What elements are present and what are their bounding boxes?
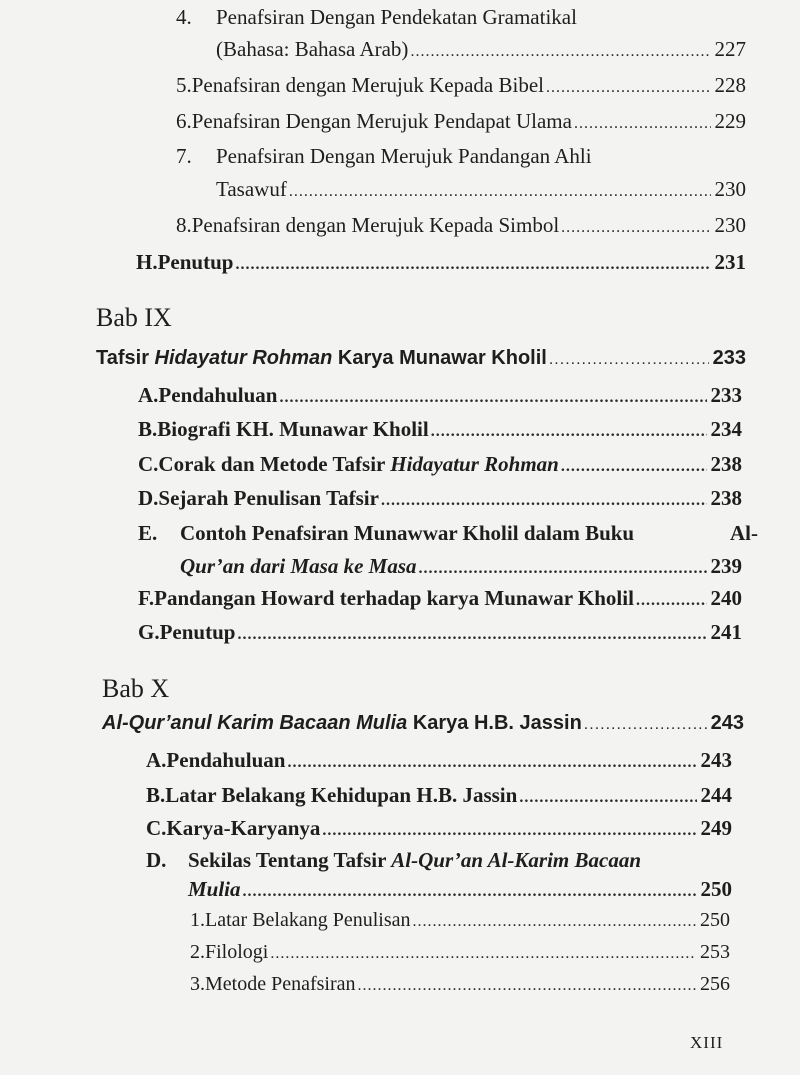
footer-page-number: XIII <box>690 1033 724 1052</box>
toc-item-4-line1 <box>176 2 746 32</box>
toc-item-H <box>136 247 746 280</box>
item-number: 8. <box>176 213 192 237</box>
toc-item-4-line2 <box>216 34 746 67</box>
page-number: 250 <box>700 909 730 931</box>
item-number: 4. <box>176 5 192 29</box>
item-text: Penafsiran Dengan Merujuk Pandangan Ahli <box>216 144 592 168</box>
item-text: Penutup <box>159 620 236 644</box>
item-text: Filologi <box>205 941 269 963</box>
page-number: 233 <box>710 383 742 407</box>
item-letter: C. <box>138 452 159 476</box>
dot-leader <box>358 971 696 1001</box>
dot-leader <box>237 620 706 650</box>
item-number: 5. <box>176 73 192 97</box>
dot-leader <box>322 816 696 846</box>
toc-item-6 <box>176 106 746 139</box>
toc-item-7-line2 <box>216 174 746 207</box>
item-letter: C. <box>146 816 167 840</box>
item-text: Contoh Penafsiran Munawwar Kholil dalam Buku <box>180 521 635 545</box>
chapter-title-bab-ix <box>96 343 746 375</box>
item-text-italic: Qur’an dari Masa ke Masa <box>180 554 417 578</box>
item-text: (Bahasa: Bahasa Arab) <box>216 37 409 61</box>
dot-leader <box>561 213 710 243</box>
page-number: 241 <box>710 620 742 644</box>
dot-leader <box>546 73 711 103</box>
item-text: Latar Belakang Penulisan <box>205 909 411 931</box>
item-text: Penafsiran Dengan Pendekatan Gramatikal <box>216 5 577 29</box>
dot-leader <box>289 177 711 207</box>
item-letter: E. <box>138 521 158 545</box>
toc-item-E-line1 <box>138 518 758 548</box>
item-letter: F. <box>138 586 155 610</box>
page-number: 250 <box>700 877 732 901</box>
item-letter: H. <box>136 250 158 274</box>
chapter-label-bab-ix: Bab IX <box>96 303 172 332</box>
dot-leader <box>410 37 710 67</box>
item-text: Tasawuf <box>216 177 287 201</box>
toc-item-F <box>138 583 742 616</box>
dot-leader <box>574 109 711 139</box>
dot-leader <box>636 586 707 616</box>
item-letter: B. <box>138 417 158 441</box>
item-text: Pendahuluan <box>166 748 286 772</box>
title-text: Al-Qur’anul Karim Bacaan Mulia Karya H.B. Jassin <box>102 712 582 734</box>
toc-item-G <box>138 617 742 650</box>
page-number: 233 <box>712 347 746 369</box>
dot-leader <box>235 250 710 280</box>
toc-item-B <box>138 414 742 447</box>
item-text: Sejarah Penulisan Tafsir <box>158 486 379 510</box>
page-number: 229 <box>714 109 746 133</box>
chapter-title-bab-x <box>102 708 744 740</box>
item-text: Latar Belakang Kehidupan H.B. Jassin <box>165 783 518 807</box>
item-letter: B. <box>146 783 166 807</box>
title-italic: Hidayatur Rohman <box>154 347 333 369</box>
item-text: Biografi KH. Munawar Kholil <box>157 417 429 441</box>
page-number: 231 <box>714 250 746 274</box>
item-text: Pendahuluan <box>158 383 278 407</box>
toc-item-5 <box>176 70 746 103</box>
chapter-label-bab-x: Bab X <box>102 674 170 703</box>
item-number: 3. <box>190 973 205 995</box>
item-text-italic: Mulia <box>188 877 241 901</box>
dot-leader <box>243 877 697 907</box>
page-number: 253 <box>700 941 730 963</box>
dot-leader <box>279 383 706 413</box>
item-text-tail: Al- <box>730 521 758 545</box>
item-number: 7. <box>176 144 192 168</box>
toc-subitem-3 <box>190 969 730 1001</box>
dot-leader <box>419 554 707 584</box>
dot-leader <box>561 452 707 482</box>
item-letter: G. <box>138 620 160 644</box>
page-number: 234 <box>710 417 742 441</box>
toc-item-B <box>146 780 732 813</box>
toc-item-C <box>138 449 742 482</box>
item-text: Penafsiran dengan Merujuk Kepada Simbol <box>191 213 560 237</box>
page-number: 249 <box>700 816 732 840</box>
page-number: 243 <box>700 748 732 772</box>
page-number: 228 <box>714 73 746 97</box>
title-italic: Al-Qur’anul Karim Bacaan Mulia <box>102 712 408 734</box>
page-number: 244 <box>700 783 732 807</box>
item-letter: D. <box>138 486 159 510</box>
page-number: 227 <box>714 37 746 61</box>
page-number: 239 <box>710 554 742 578</box>
page-number: 238 <box>710 486 742 510</box>
dot-leader <box>584 710 707 740</box>
item-letter: A. <box>146 748 167 772</box>
page-number: 243 <box>710 712 744 734</box>
item-text: Corak dan Metode Tafsir Hidayatur Rohman <box>158 452 559 476</box>
dot-leader <box>413 907 697 937</box>
item-text: Penafsiran Dengan Merujuk Pendapat Ulama <box>191 109 572 133</box>
toc-item-C <box>146 813 732 846</box>
dot-leader <box>549 345 709 375</box>
toc-item-A <box>146 745 732 778</box>
item-text: Penafsiran dengan Merujuk Kepada Bibel <box>191 73 544 97</box>
item-number: 2. <box>190 941 205 963</box>
item-letter: A. <box>138 383 159 407</box>
toc-subitem-1 <box>190 905 730 937</box>
toc-item-8 <box>176 210 746 243</box>
item-text: Penutup <box>157 250 234 274</box>
item-letter: D. <box>146 848 167 872</box>
toc-item-D <box>138 483 742 516</box>
item-text: Karya-Karyanya <box>166 816 321 840</box>
page-number: 230 <box>714 213 746 237</box>
dot-leader <box>381 486 707 516</box>
item-text: Pandangan Howard terhadap karya Munawar Kholil <box>154 586 634 610</box>
toc-item-A <box>138 380 742 413</box>
page-number: 238 <box>710 452 742 476</box>
page-number: 230 <box>714 177 746 201</box>
dot-leader <box>270 939 696 969</box>
item-number: 6. <box>176 109 192 133</box>
dot-leader <box>431 417 707 447</box>
toc-subitem-2 <box>190 937 730 969</box>
page-number: 240 <box>710 586 742 610</box>
toc-item-D-line1 <box>146 845 732 875</box>
dot-leader <box>287 748 696 778</box>
toc-item-E-line2 <box>180 551 742 584</box>
item-text: Metode Penafsiran <box>205 973 356 995</box>
page-number: 256 <box>700 973 730 995</box>
title-text: Tafsir Hidayatur Rohman Karya Munawar Kholil <box>96 347 547 369</box>
toc-item-D-line2 <box>188 874 732 907</box>
dot-leader <box>519 783 696 813</box>
item-number: 1. <box>190 909 205 931</box>
toc-item-7-line1 <box>176 141 746 171</box>
item-text: Sekilas Tentang Tafsir Al-Qur’an Al-Karim Bacaan <box>188 848 642 872</box>
